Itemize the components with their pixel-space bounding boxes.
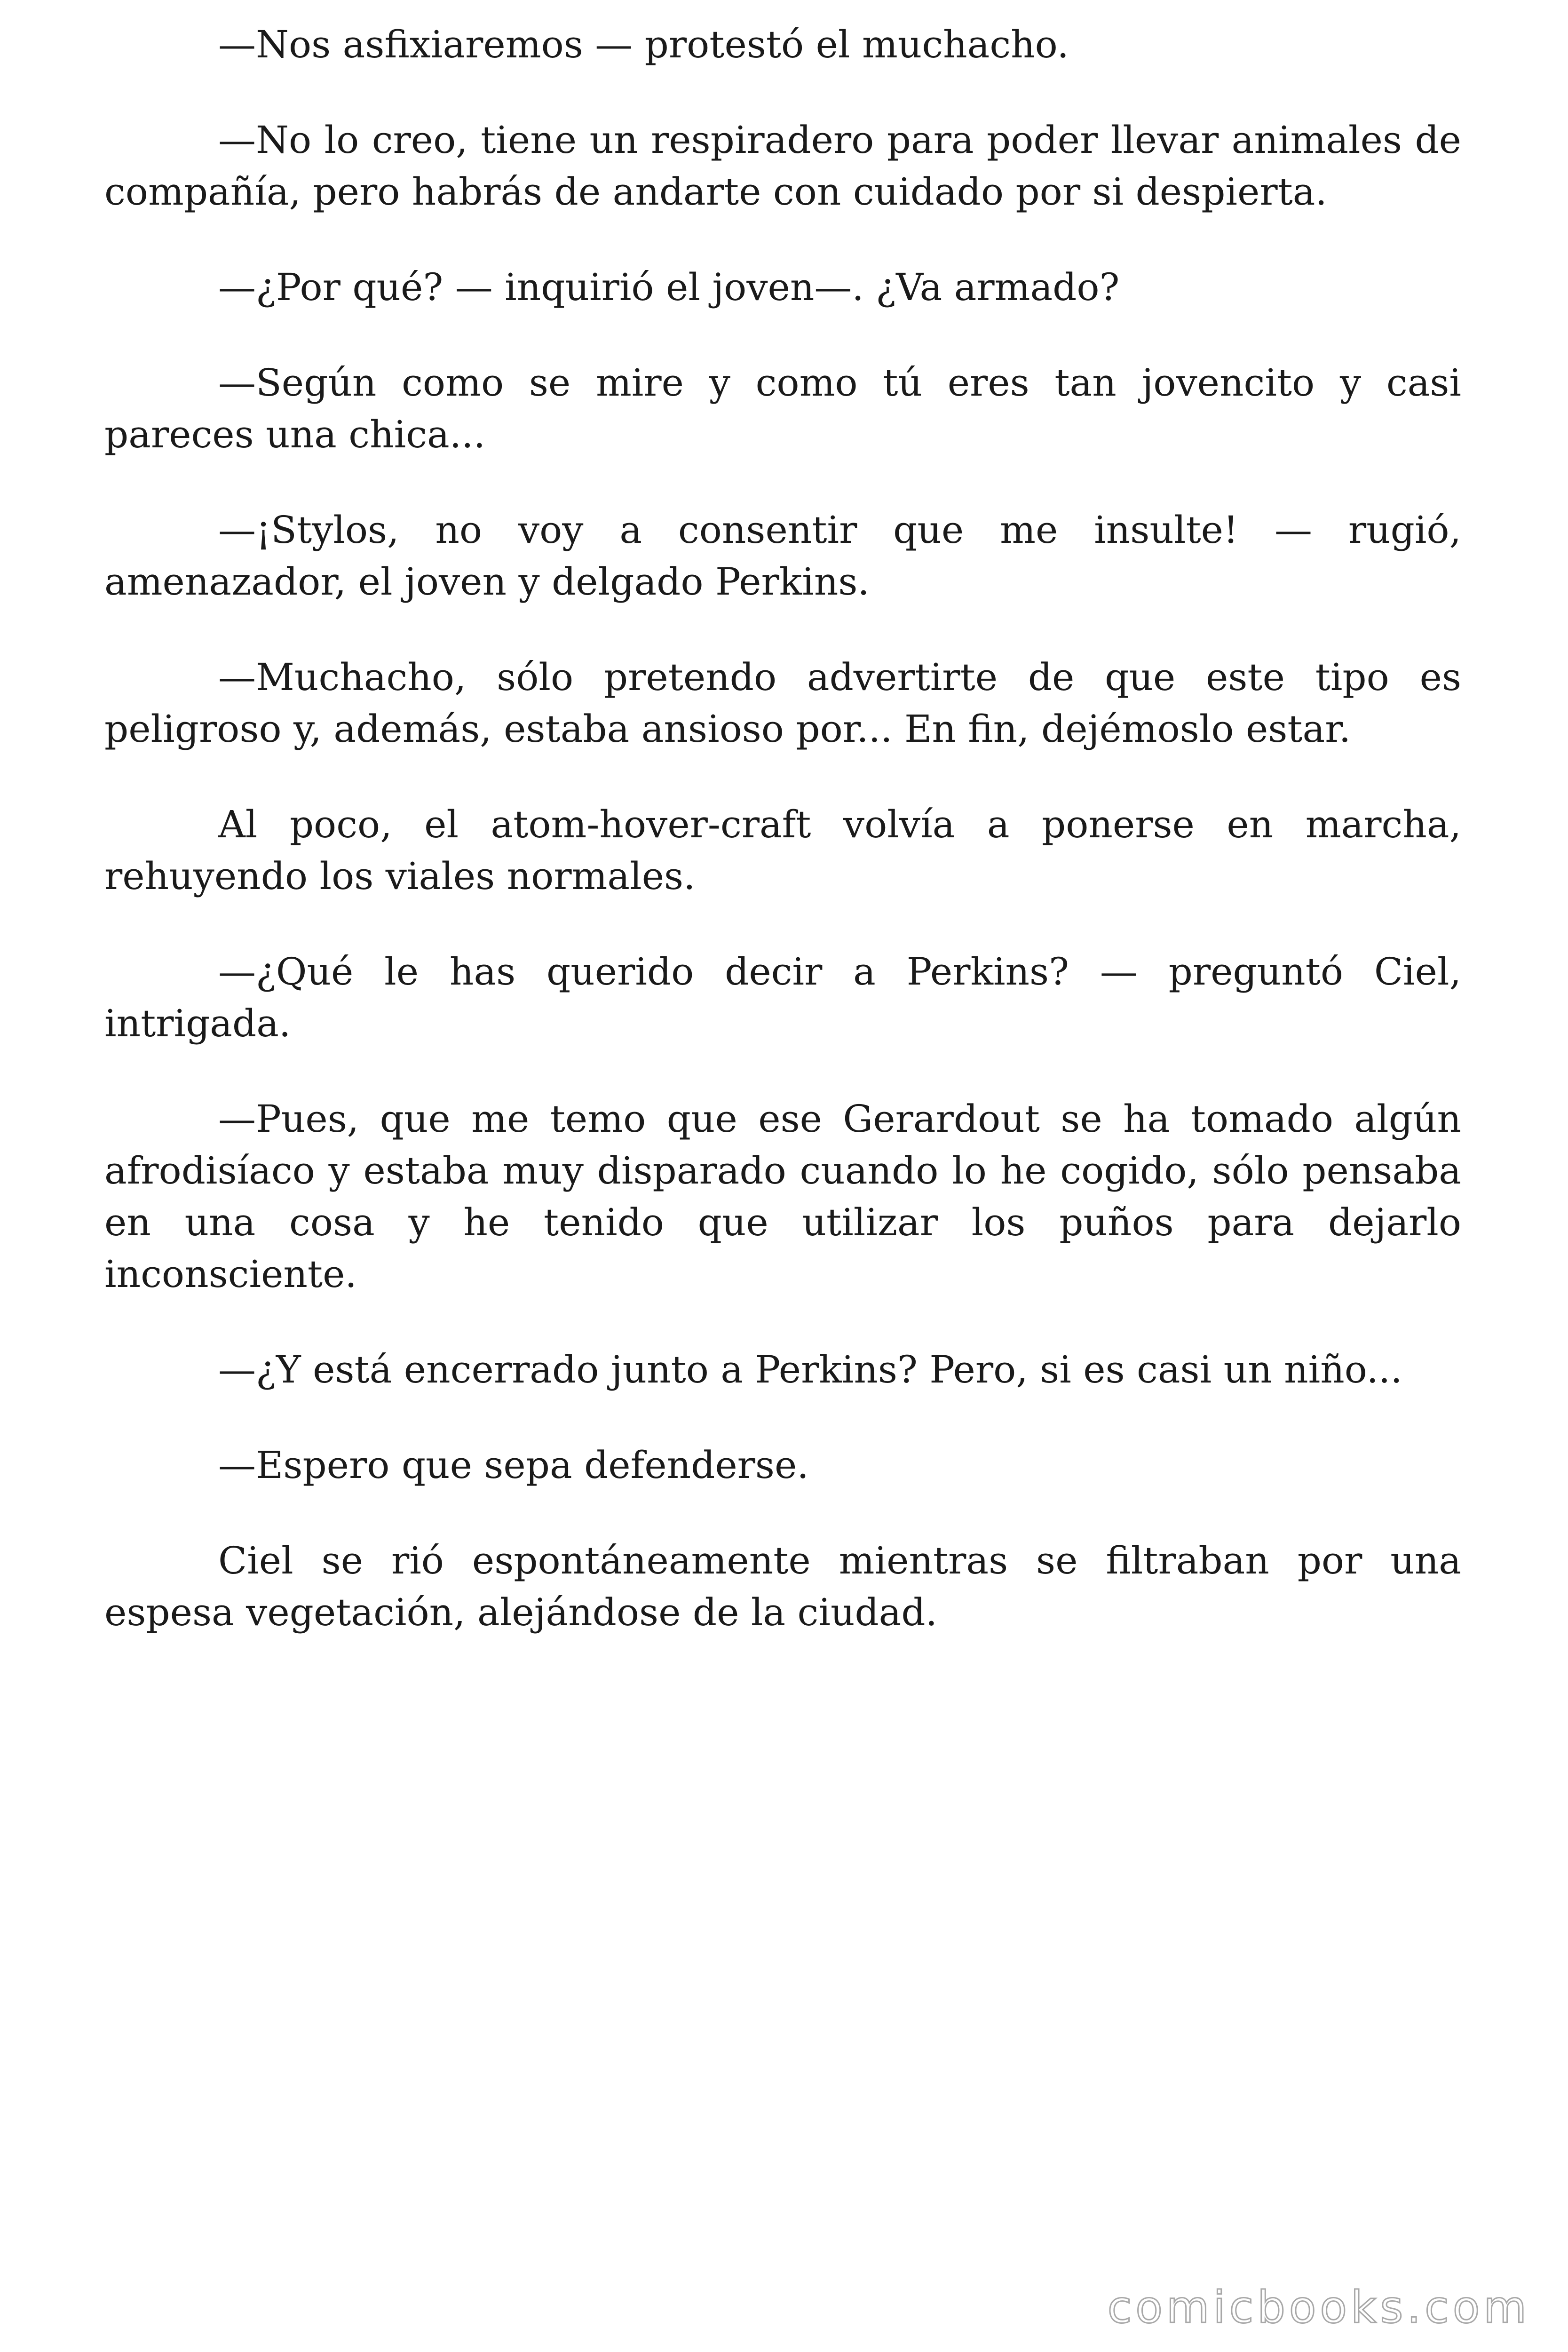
- paragraph: —¿Por qué? — inquirió el joven—. ¿Va armado?: [218, 265, 1120, 309]
- paragraph: Ciel se rió espontáneamente mientras se filtraban por una espesa vegetación, alejándose de la ciudad.: [104, 1539, 1461, 1634]
- paragraph: —¡Stylos, no voy a consentir que me insulte! — rugió, amenazador, el joven y delgado Perkins.: [104, 508, 1461, 604]
- paragraph: —¿Y está encerrado junto a Perkins? Pero, si es casi un niño...: [218, 1348, 1402, 1391]
- paragraph: Al poco, el atom-hover-craft volvía a ponerse en marcha, rehuyendo los viales normales.: [104, 803, 1461, 898]
- paragraph: —Espero que sepa defenderse.: [218, 1443, 809, 1487]
- paragraph: —No lo creo, tiene un respiradero para poder llevar animales de compañía, pero habrás de andarte con cuidado por si despierta.: [104, 118, 1461, 214]
- body-text: [104, 19, 1461, 1682]
- paragraph: —Muchacho, sólo pretendo advertirte de que este tipo es peligroso y, además, estaba ansioso por... En fin, dejémoslo estar.: [104, 655, 1461, 751]
- watermark: comicbooks.com: [1107, 2282, 1530, 2333]
- paragraph: —Pues, que me temo que ese Gerardout se ha tomado algún afrodisíaco y estaba muy disparado cuando lo he cogido, sólo pensaba en una cosa y he tenido que utilizar los puños para dejarlo inconsciente.: [104, 1097, 1461, 1296]
- paragraph: —¿Qué le has querido decir a Perkins? — preguntó Ciel, intrigada.: [104, 950, 1461, 1045]
- paragraph: —Nos asfixiaremos — protestó el muchacho.: [218, 23, 1069, 66]
- paragraph: —Según como se mire y como tú eres tan jovencito y casi pareces una chica...: [104, 361, 1461, 456]
